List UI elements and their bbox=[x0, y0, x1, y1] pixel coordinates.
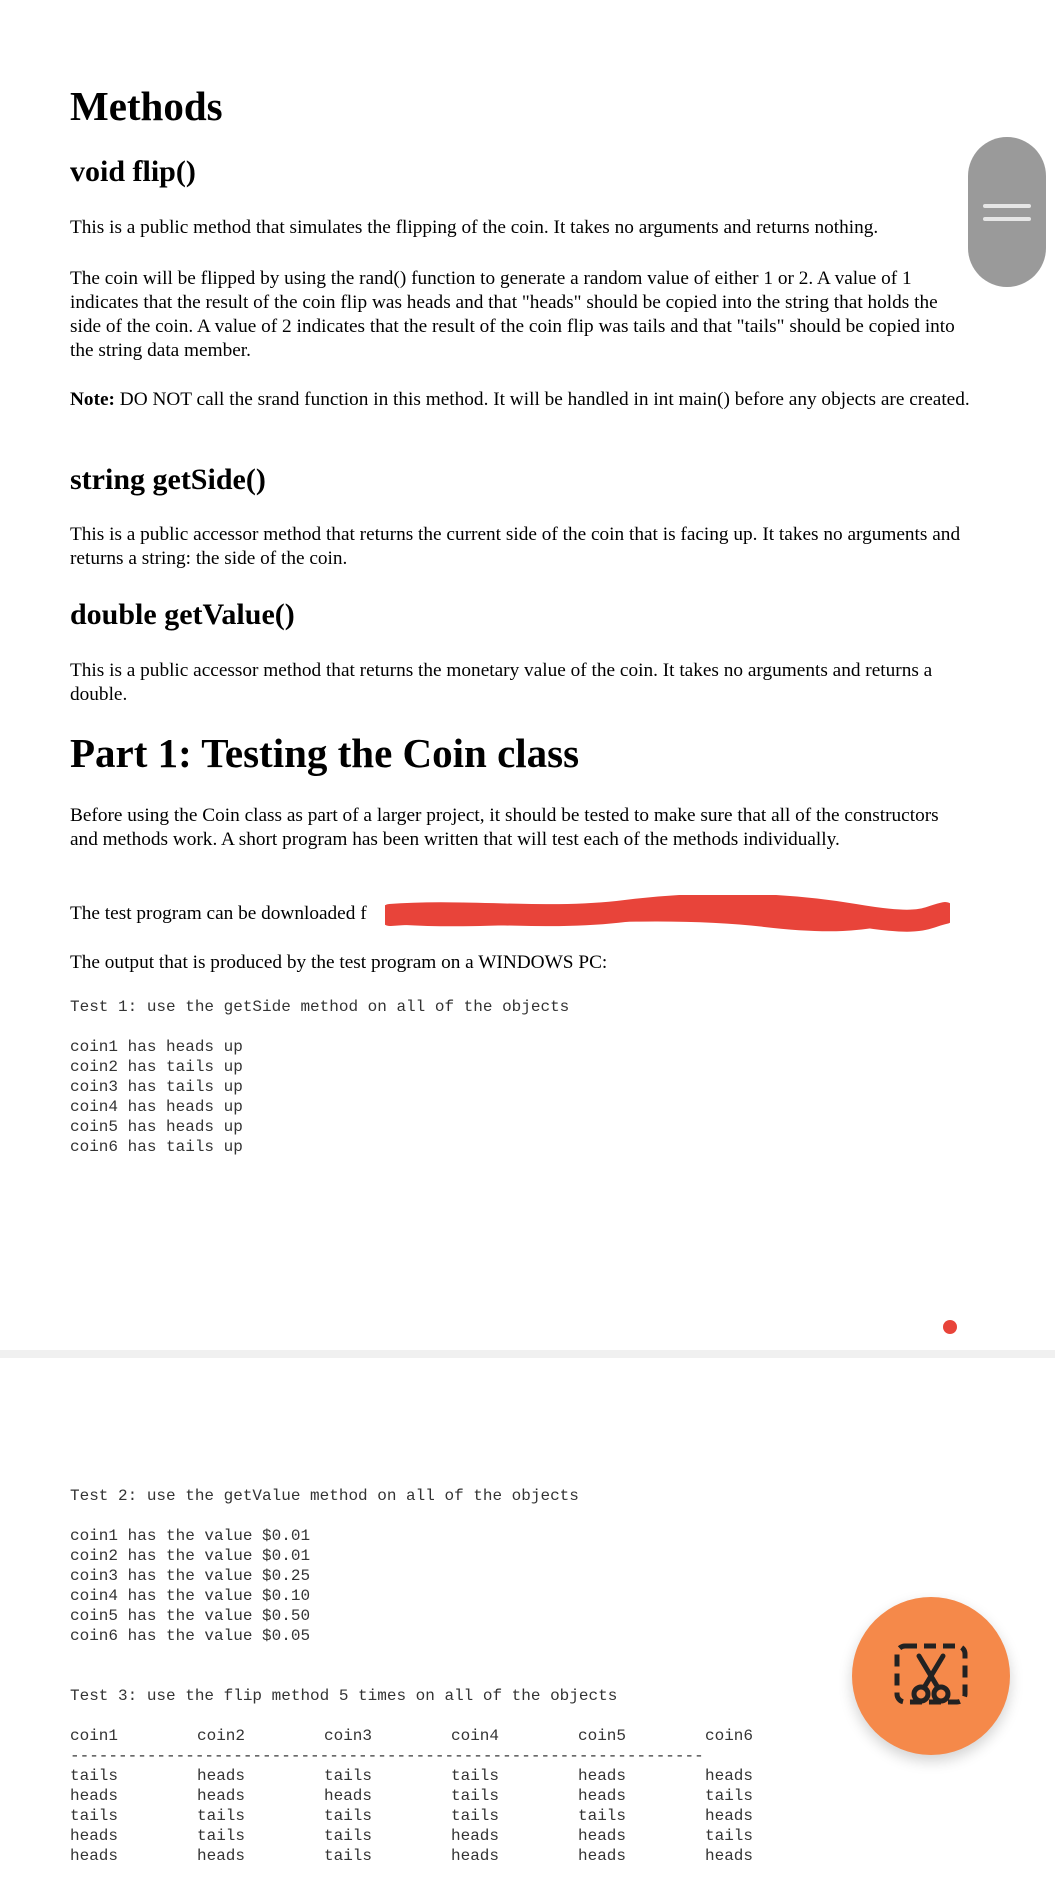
scissors-screenshot-icon bbox=[893, 1642, 969, 1710]
column-header: coin3 bbox=[324, 1727, 373, 1745]
table-row bbox=[70, 1846, 832, 1866]
result-cell: heads bbox=[451, 1827, 500, 1845]
result-cell: tails bbox=[324, 1767, 373, 1785]
result-cell: heads bbox=[197, 1767, 246, 1785]
result-cell: heads bbox=[705, 1807, 754, 1825]
output-line: coin2 has tails up bbox=[70, 1058, 243, 1076]
result-cell: heads bbox=[70, 1787, 119, 1805]
column-header: coin6 bbox=[705, 1727, 754, 1745]
result-cell: tails bbox=[324, 1807, 373, 1825]
getvalue-description: This is a public accessor method that returns the monetary value of the coin. It takes no arguments and returns a double. bbox=[70, 660, 933, 705]
output-line: coin4 has the value $0.10 bbox=[70, 1587, 311, 1605]
table-separator: ------------------------------------------------------------------ bbox=[70, 1747, 704, 1765]
result-cell: heads bbox=[197, 1787, 246, 1805]
scroll-handle[interactable] bbox=[968, 137, 1046, 287]
download-text: The test program can be downloaded f bbox=[70, 903, 367, 924]
note-text: DO NOT call the srand function in this method. It will be handled in int main() before any objects are created. bbox=[114, 389, 970, 410]
output-line: coin3 has tails up bbox=[70, 1078, 243, 1096]
result-cell: tails bbox=[705, 1787, 754, 1805]
test3-title: Test 3: use the flip method 5 times on all of the objects bbox=[70, 1687, 618, 1705]
test2-title: Test 2: use the getValue method on all of the objects bbox=[70, 1487, 579, 1505]
result-cell: heads bbox=[578, 1847, 627, 1865]
table-row bbox=[70, 1826, 832, 1846]
result-cell: heads bbox=[705, 1767, 754, 1785]
redaction-scribble bbox=[385, 895, 950, 935]
result-cell: tails bbox=[324, 1827, 373, 1845]
getside-heading: string getSide() bbox=[70, 463, 266, 496]
result-cell: tails bbox=[197, 1807, 246, 1825]
column-header: coin2 bbox=[197, 1727, 246, 1745]
output-line: coin1 has heads up bbox=[70, 1038, 243, 1056]
result-cell: tails bbox=[451, 1807, 500, 1825]
column-header: coin5 bbox=[578, 1727, 627, 1745]
output-line: coin5 has the value $0.50 bbox=[70, 1607, 311, 1625]
output-line: coin5 has heads up bbox=[70, 1118, 243, 1136]
result-cell: tails bbox=[705, 1827, 754, 1845]
output-line: coin4 has heads up bbox=[70, 1098, 243, 1116]
result-cell: tails bbox=[578, 1807, 627, 1825]
column-header: coin1 bbox=[70, 1727, 119, 1745]
methods-heading: Methods bbox=[70, 83, 223, 129]
result-cell: heads bbox=[578, 1787, 627, 1805]
page-divider bbox=[0, 1350, 1055, 1358]
result-cell: heads bbox=[197, 1847, 246, 1865]
result-cell: heads bbox=[705, 1847, 754, 1865]
result-cell: heads bbox=[578, 1827, 627, 1845]
screenshot-crop-button[interactable] bbox=[852, 1597, 1010, 1755]
output-intro: The output that is produced by the test program on a WINDOWS PC: bbox=[70, 952, 608, 973]
test3-results bbox=[70, 1766, 832, 1866]
result-cell: tails bbox=[451, 1787, 500, 1805]
note-label: Note: bbox=[70, 389, 115, 410]
part1-heading: Part 1: Testing the Coin class bbox=[70, 730, 580, 776]
result-cell: heads bbox=[451, 1847, 500, 1865]
test2-output bbox=[70, 1526, 310, 1646]
result-cell: tails bbox=[197, 1827, 246, 1845]
getside-description: This is a public accessor method that returns the current side of the coin that is facing up. It takes no arguments and returns a string: the side of the coin. bbox=[70, 524, 961, 569]
test1-output bbox=[70, 1037, 243, 1157]
output-line: coin6 has the value $0.05 bbox=[70, 1627, 311, 1645]
test3-header-row bbox=[70, 1726, 832, 1746]
flip-heading: void flip() bbox=[70, 155, 196, 188]
result-cell: heads bbox=[578, 1767, 627, 1785]
result-cell: tails bbox=[451, 1767, 500, 1785]
table-row bbox=[70, 1806, 832, 1826]
result-cell: heads bbox=[324, 1787, 373, 1805]
output-line: coin2 has the value $0.01 bbox=[70, 1547, 311, 1565]
result-cell: tails bbox=[324, 1847, 373, 1865]
table-row bbox=[70, 1766, 832, 1786]
part1-description: Before using the Coin class as part of a larger project, it should be tested to make sure that all of the constructors and methods work. A short program has been written that will test each of the methods individually. bbox=[70, 805, 939, 850]
column-header: coin4 bbox=[451, 1727, 500, 1745]
flip-description: This is a public method that simulates the flipping of the coin. It takes no arguments and returns nothing. bbox=[70, 217, 879, 238]
table-row bbox=[70, 1786, 832, 1806]
result-cell: tails bbox=[70, 1807, 119, 1825]
annotation-dot bbox=[943, 1320, 957, 1334]
getvalue-heading: double getValue() bbox=[70, 598, 295, 631]
result-cell: heads bbox=[70, 1847, 119, 1865]
flip-note bbox=[70, 388, 970, 412]
output-line: coin6 has tails up bbox=[70, 1138, 243, 1156]
output-line: coin3 has the value $0.25 bbox=[70, 1567, 311, 1585]
result-cell: tails bbox=[70, 1767, 119, 1785]
flip-details: The coin will be flipped by using the rand() function to generate a random value of either 1 or 2. A value of 1 indicates that the result of the coin flip was heads and that "heads" should be copied into the string that holds the side of the coin. A value of 2 indicates that the result of the coin flip was tails and that "tails" should be copied into the string data member. bbox=[70, 268, 955, 361]
output-line: coin1 has the value $0.01 bbox=[70, 1527, 311, 1545]
test1-title: Test 1: use the getSide method on all of the objects bbox=[70, 998, 570, 1016]
result-cell: heads bbox=[70, 1827, 119, 1845]
